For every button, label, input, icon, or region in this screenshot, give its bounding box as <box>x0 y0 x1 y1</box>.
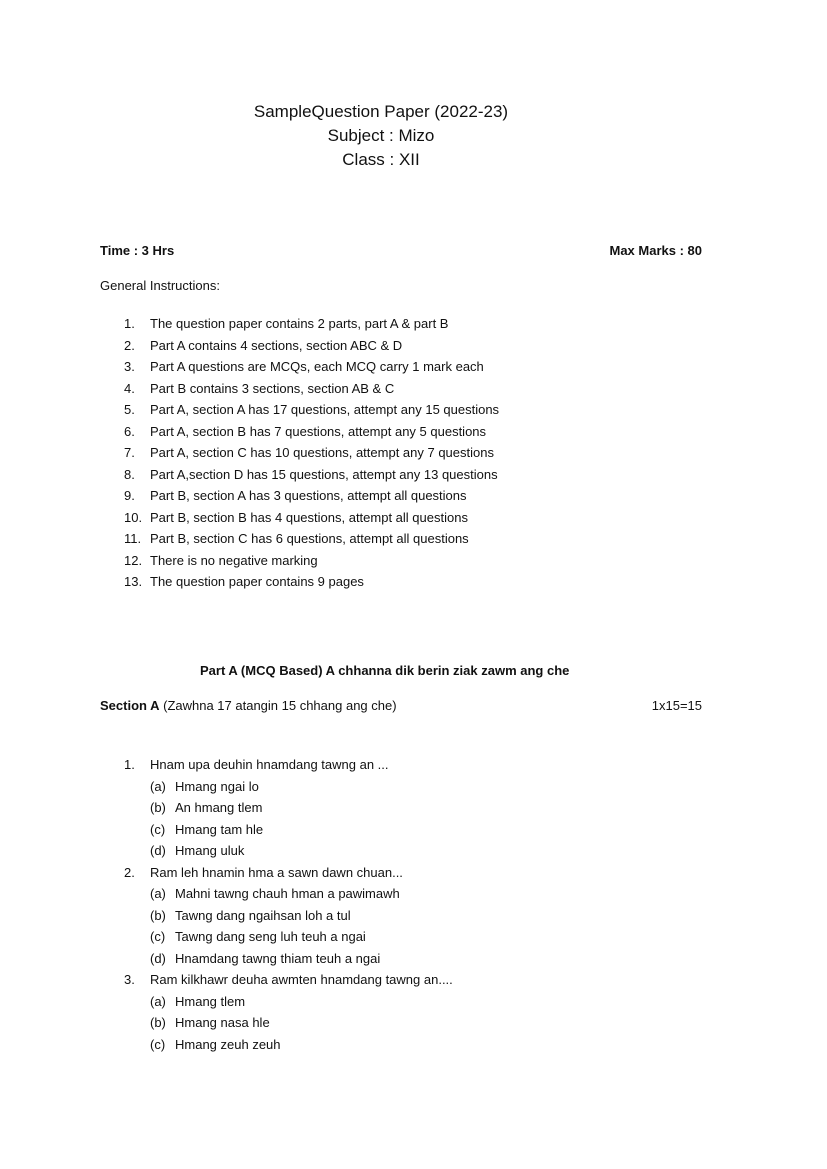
option-item: (c) Tawng dang seng luh teuh a ngai <box>150 929 366 944</box>
paper-title: SampleQuestion Paper (2022-23) <box>253 102 509 121</box>
part-a-heading: Part A (MCQ Based) A chhanna dik berin ziak zawm ang che <box>200 663 570 678</box>
option-item: (a) Hmang ngai lo <box>150 778 259 794</box>
instruction-item: 13. The question paper contains 9 pages <box>124 574 364 589</box>
instruction-item: 10. Part B, section B has 4 questions, attempt all questions <box>124 509 468 525</box>
time-label: Time : 3 Hrs <box>100 243 175 258</box>
section-a-row <box>100 698 702 713</box>
paper-subject: Subject : Mizo <box>327 126 435 145</box>
question-item: 3. Ram kilkhawr deuha awmten hnamdang tawng an.... <box>124 972 453 987</box>
option-item: (a) Hmang tlem <box>150 993 246 1009</box>
section-a-label: Section A <box>100 698 160 713</box>
option-item: (a) Mahni tawng chauh hman a pawimawh <box>150 886 400 901</box>
instruction-item: 11. Part B, section C has 6 questions, attempt all questions <box>124 531 469 546</box>
instructions-list <box>124 313 499 593</box>
instruction-item: 6. Part A, section B has 7 questions, attempt any 5 questions <box>124 423 487 439</box>
instruction-item: 1. The question paper contains 2 parts, part A & part B <box>124 316 449 331</box>
questions-list <box>124 754 453 1055</box>
instruction-item: 5. Part A, section A has 17 questions, attempt any 15 questions <box>124 402 500 417</box>
instruction-item: 3. Part A questions are MCQs, each MCQ carry 1 mark each <box>124 359 484 374</box>
section-a-description: (Zawhna 17 atangin 15 chhang ang che) <box>163 698 397 713</box>
instruction-item: 7. Part A, section C has 10 questions, attempt any 7 questions <box>124 445 494 460</box>
option-item: (c) Hmang zeuh zeuh <box>150 1036 281 1052</box>
meta-row <box>100 243 702 258</box>
option-item: (b) An hmang tlem <box>150 800 263 815</box>
paper-class: Class : XII <box>342 150 420 169</box>
option-item: (d) Hmang uluk <box>150 843 245 858</box>
option-item: (c) Hmang tam hle <box>150 821 264 837</box>
max-marks-label: Max Marks : 80 <box>609 243 702 258</box>
general-instructions-heading: General Instructions: <box>100 278 220 293</box>
option-item: (d) Hnamdang tawng thiam teuh a ngai <box>150 950 381 966</box>
instruction-item: 12. There is no negative marking <box>124 552 318 568</box>
paper-header <box>0 100 762 172</box>
instruction-item: 2. Part A contains 4 sections, section ABC & D <box>124 337 403 353</box>
option-item: (b) Hmang nasa hle <box>150 1015 270 1030</box>
instruction-item: 8. Part A,section D has 15 questions, attempt any 13 questions <box>124 466 498 482</box>
instruction-item: 4. Part B contains 3 sections, section AB & C <box>124 380 395 396</box>
option-item: (b) Tawng dang ngaihsan loh a tul <box>150 907 351 923</box>
section-a-marks: 1x15=15 <box>651 698 702 713</box>
question-item: 2. Ram leh hnamin hma a sawn dawn chuan... <box>124 864 403 880</box>
question-item: 1. Hnam upa deuhin hnamdang tawng an ... <box>124 757 389 772</box>
instruction-item: 9. Part B, section A has 3 questions, attempt all questions <box>124 488 467 503</box>
